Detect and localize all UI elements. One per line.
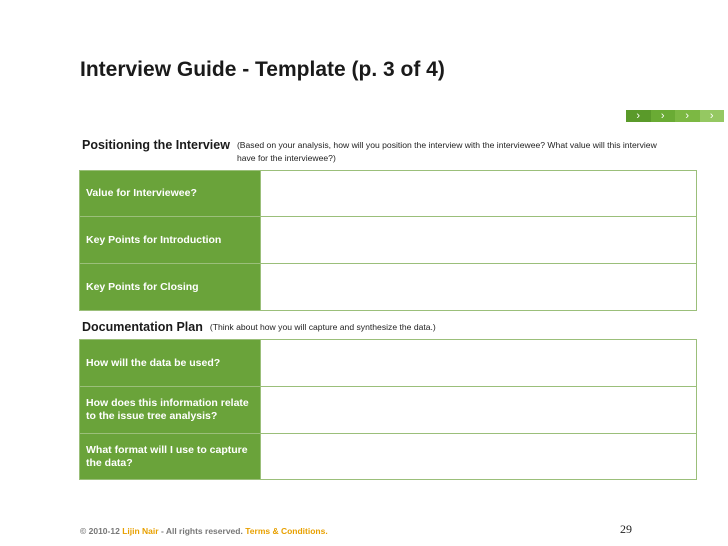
row-label: Key Points for Closing bbox=[80, 264, 261, 311]
footer bbox=[80, 526, 328, 536]
footer-rights: - All rights reserved. bbox=[160, 526, 243, 536]
answer-cell[interactable] bbox=[261, 434, 697, 480]
author-link[interactable]: Lijin Nair bbox=[122, 526, 159, 536]
documentation-note: (Think about how you will capture and synthesize the data.) bbox=[209, 322, 436, 332]
answer-cell[interactable] bbox=[261, 264, 697, 311]
terms-link[interactable]: Terms & Conditions. bbox=[245, 526, 328, 536]
positioning-table bbox=[79, 170, 697, 311]
table-row bbox=[80, 217, 697, 264]
table-row bbox=[80, 434, 697, 480]
chevron-right-icon: › bbox=[700, 110, 725, 122]
answer-cell[interactable] bbox=[261, 387, 697, 434]
table-row bbox=[80, 387, 697, 434]
row-label: How will the data be used? bbox=[80, 340, 261, 387]
documentation-heading: Documentation Plan bbox=[82, 320, 203, 334]
documentation-section-header bbox=[82, 320, 436, 334]
table-row bbox=[80, 171, 697, 217]
chevron-right-icon: › bbox=[675, 110, 700, 122]
footer-copyright: © 2010-12 bbox=[80, 526, 120, 536]
chevron-right-icon: › bbox=[651, 110, 676, 122]
positioning-note: (Based on your analysis, how will you position the interview with the interviewee? What value will this interview have for the interviewee?) bbox=[236, 140, 657, 163]
documentation-table bbox=[79, 339, 697, 480]
positioning-heading: Positioning the Interview bbox=[82, 138, 230, 152]
page-title: Interview Guide - Template (p. 3 of 4) bbox=[80, 58, 445, 81]
row-label: How does this information relate to the issue tree analysis? bbox=[80, 387, 261, 434]
row-label: Key Points for Introduction bbox=[80, 217, 261, 264]
row-label: What format will I use to capture the data? bbox=[80, 434, 261, 480]
progress-chevrons bbox=[626, 110, 724, 122]
chevron-right-icon: › bbox=[626, 110, 651, 122]
row-label: Value for Interviewee? bbox=[80, 171, 261, 217]
table-row bbox=[80, 264, 697, 311]
answer-cell[interactable] bbox=[261, 171, 697, 217]
table-row bbox=[80, 340, 697, 387]
answer-cell[interactable] bbox=[261, 217, 697, 264]
page-number: 29 bbox=[620, 522, 632, 536]
answer-cell[interactable] bbox=[261, 340, 697, 387]
positioning-section-header bbox=[82, 138, 677, 165]
